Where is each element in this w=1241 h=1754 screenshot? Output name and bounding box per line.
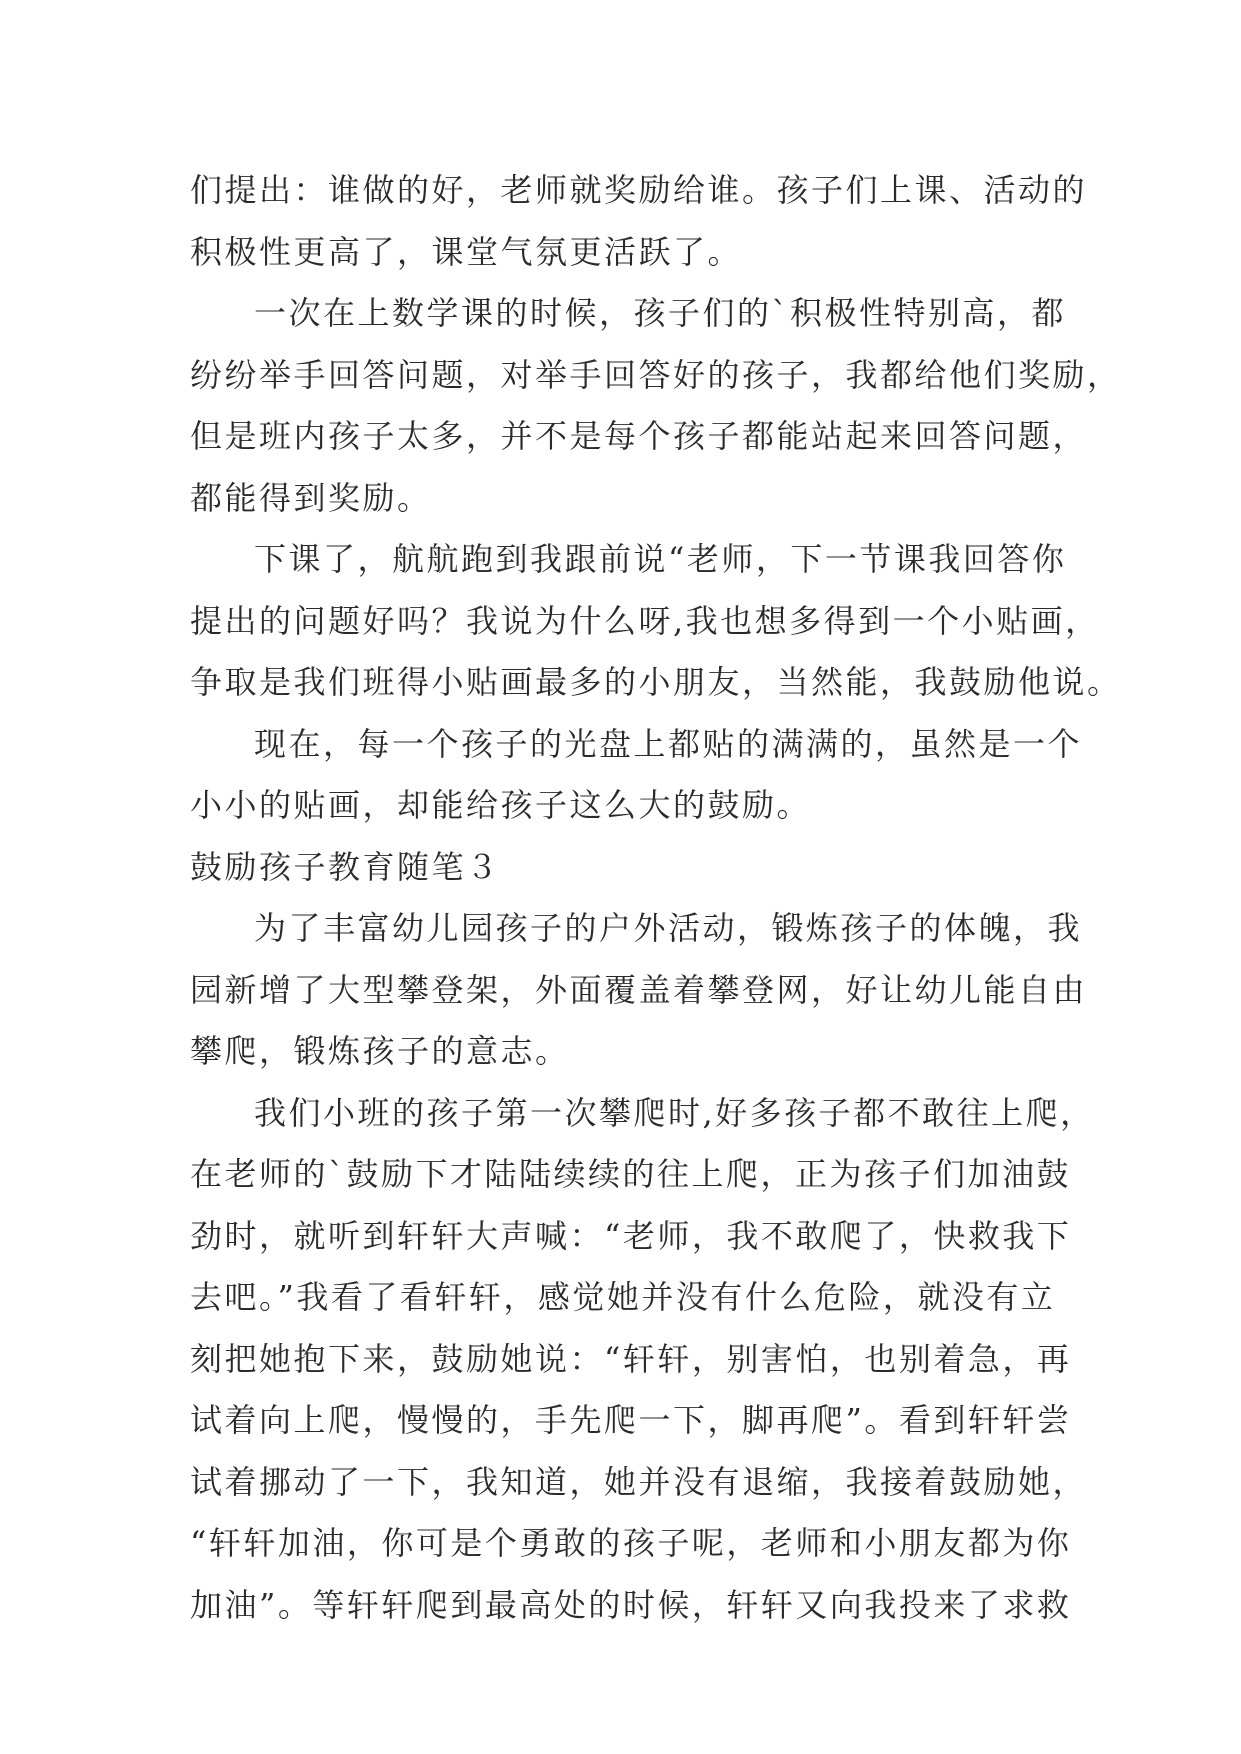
text-line: 劲时，就听到轩轩大声喊：“老师，我不敢爬了，快救我下 [190,1216,1072,1255]
text-line: 我们小班的孩子第一次攀爬时,好多孩子都不敢往上爬， [254,1093,1095,1132]
text-line: 都能得到奖励。 [190,478,432,517]
text-line: 积极性更高了，课堂气氛更活跃了。 [190,232,743,271]
text-line: 加油”。等轩轩爬到最高处的时候，轩轩又向我投来了求救 [190,1585,1072,1624]
text-line: 下课了，航航跑到我跟前说“老师，下一节课我回答你 [254,540,1067,578]
text-line: 鼓励孩子教育随笔３ [190,847,501,886]
text-line: 小小的贴画，却能给孩子这么大的鼓励。 [190,786,812,824]
text-line: 争取是我们班得小贴画最多的小朋友，当然能，我鼓励他说。 [190,663,1122,701]
text-line: 为了丰富幼儿园孩子的户外活动，锻炼孩子的体魄，我 [254,909,1083,947]
text-line: 现在，每一个孩子的光盘上都贴的满满的，虽然是一个 [254,724,1083,763]
text-line: 提出的问题好吗？我说为什么呀,我也想多得到一个小贴画， [190,601,1100,640]
document-body [190,160,1122,1636]
text-line: 园新增了大型攀登架，外面覆盖着攀登网，好让幼儿能自由 [190,970,1088,1009]
text-line: 在老师的`鼓励下才陆陆续续的往上爬，正为孩子们加油鼓 [190,1155,1072,1193]
text-line: 们提出：谁做的好，老师就奖励给谁。孩子们上课、活动的 [190,171,1088,209]
text-line: “轩轩加油，你可是个勇敢的孩子呢，老师和小朋友都为你 [190,1524,1072,1562]
text-line: 一次在上数学课的时候，孩子们的`积极性特别高，都 [254,294,1067,332]
text-line: 去吧。”我看了看轩轩，感觉她并没有什么危险，就没有立 [190,1278,1056,1316]
text-line: 刻把她抱下来，鼓励她说：“轩轩，别害怕，也别着急，再 [190,1339,1072,1378]
text-line: 纷纷举手回答问题，对举手回答好的孩子，我都给他们奖励， [190,355,1122,394]
text-line: 试着挪动了一下，我知道，她并没有退缩，我接着鼓励她， [190,1462,1088,1501]
text-line: 但是班内孩子太多，并不是每个孩子都能站起来回答问题， [190,417,1088,455]
text-line: 试着向上爬，慢慢的，手先爬一下，脚再爬”。看到轩轩尝 [190,1401,1072,1439]
text-line: 攀爬，锻炼孩子的意志。 [190,1032,570,1070]
